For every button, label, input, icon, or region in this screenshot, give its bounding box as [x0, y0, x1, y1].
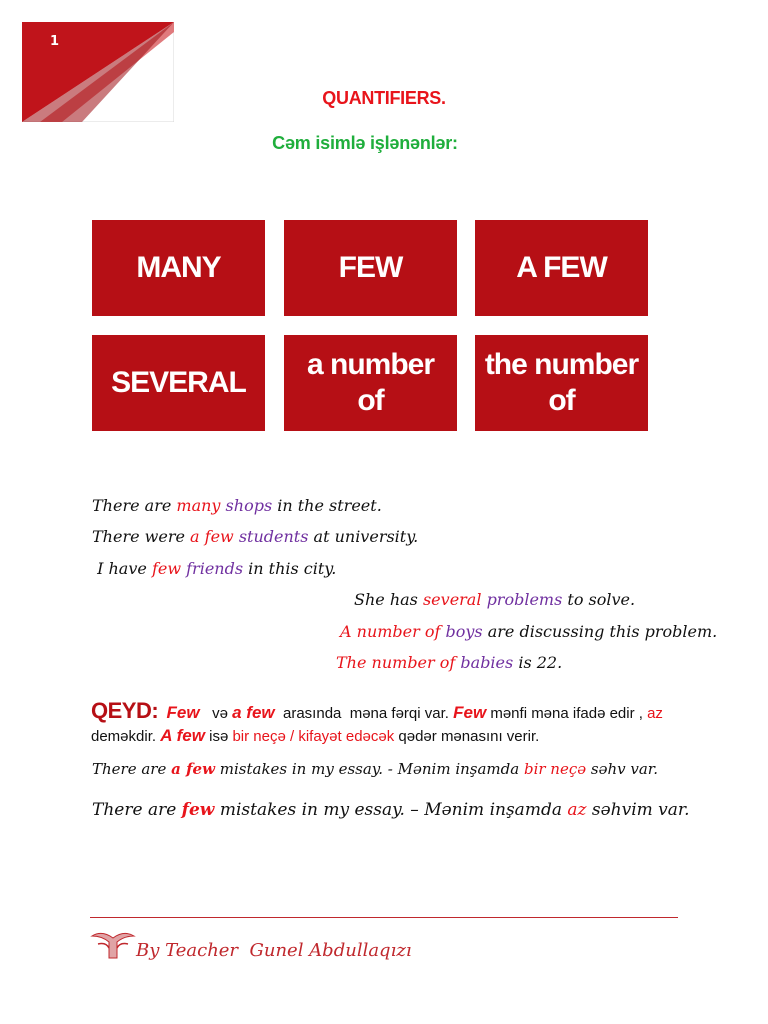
- page-number: 1: [50, 34, 60, 49]
- contrast-sentence: There are few mistakes in my essay. – Mənim inşamda az səhvim var.: [92, 800, 690, 820]
- page-title: QUANTIFIERS.: [322, 88, 446, 108]
- footer-flourish-icon: [90, 928, 136, 960]
- footer-author: By Teacher Gunel Abdullaqızı: [136, 940, 412, 961]
- example-sentence: I have few friends in this city.: [92, 559, 337, 578]
- quantifier-box-several: SEVERAL: [92, 335, 265, 431]
- note-label: QEYD:: [91, 698, 159, 723]
- note-line-1: QEYD: Few və a few arasında məna fərqi var. Few mənfi məna ifadə edir , az: [91, 698, 663, 723]
- quantifier-box-many: MANY: [92, 220, 265, 316]
- contrast-sentence: There are a few mistakes in my essay. - Mənim inşamda bir neçə səhv var.: [92, 760, 659, 778]
- quantifier-box-few: FEW: [284, 220, 457, 316]
- example-sentence: There are many shops in the street.: [92, 496, 382, 515]
- example-sentence: A number of boys are discussing this problem.: [340, 622, 718, 641]
- quantifier-box-a-number-of: a number of: [284, 335, 457, 431]
- example-sentence: She has several problems to solve.: [354, 590, 636, 609]
- footer-divider: [90, 917, 678, 918]
- quantifier-box-the-number-of: the number of: [475, 335, 648, 431]
- example-sentence: There were a few students at university.: [92, 527, 419, 546]
- note-line-2: deməkdir. A few isə bir neçə / kifayət edəcək qədər mənasını verir.: [91, 726, 540, 745]
- page-subtitle: Cəm isimlə işlənənlər:: [272, 133, 458, 153]
- quantifier-box-a-few: A FEW: [475, 220, 648, 316]
- example-sentence: The number of babies is 22.: [336, 653, 563, 672]
